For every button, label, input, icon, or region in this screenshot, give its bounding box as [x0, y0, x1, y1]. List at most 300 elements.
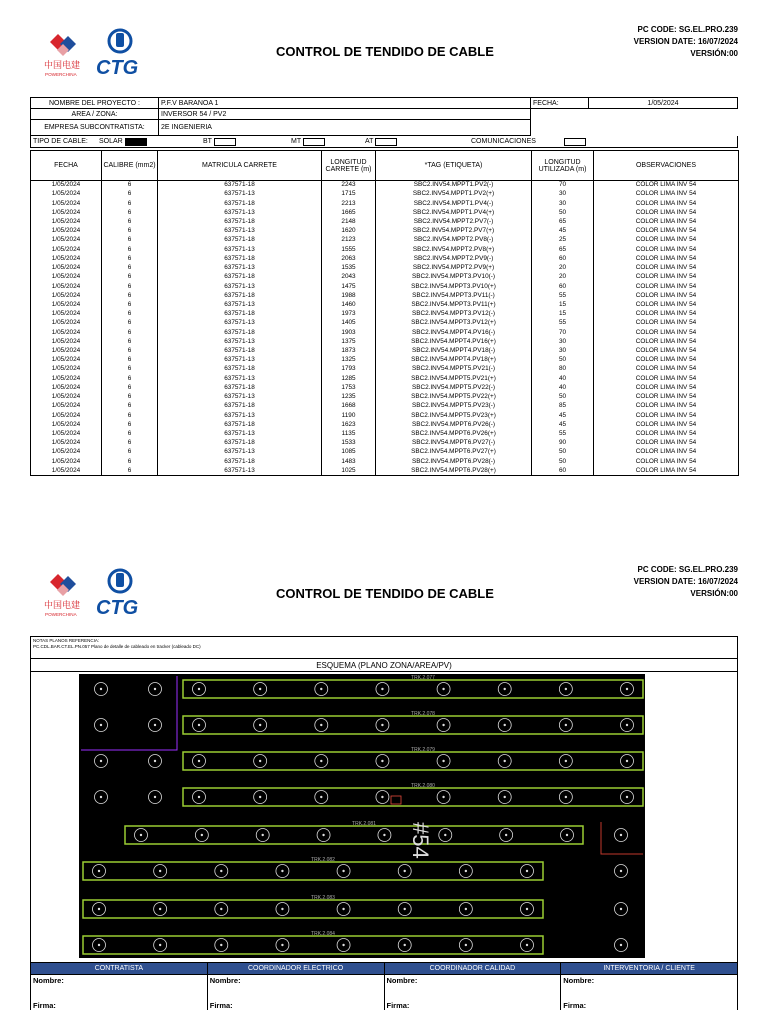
table-cell: 60	[532, 254, 594, 263]
table-cell: 6	[102, 466, 158, 475]
table-body	[31, 181, 739, 476]
table-header-row	[31, 151, 739, 181]
table-cell: 1555	[322, 245, 376, 254]
table-cell: 1/05/2024	[31, 429, 102, 438]
version: VERSIÓN:00	[690, 49, 738, 58]
table-cell: COLOR LIMA INV 54	[594, 411, 739, 420]
cable-type-row	[30, 136, 738, 148]
pile-dot-icon	[154, 688, 156, 690]
table-cell: 6	[102, 254, 158, 263]
table-cell: COLOR LIMA INV 54	[594, 245, 739, 254]
pile-dot-icon	[381, 760, 383, 762]
table-cell: 6	[102, 457, 158, 466]
pile-dot-icon	[154, 724, 156, 726]
table-cell: 1025	[322, 466, 376, 475]
pile-dot-icon	[504, 688, 506, 690]
powerchina-logo-icon	[44, 570, 90, 620]
table-cell: 637571-13	[158, 245, 322, 254]
name-field[interactable]: Nombre:	[31, 975, 208, 987]
pile-dot-icon	[198, 724, 200, 726]
table-cell: 6	[102, 337, 158, 346]
pc-code: PC CODE: SG.EL.PRO.239	[637, 25, 738, 34]
pile-dot-icon	[100, 688, 102, 690]
inverter-label: #54	[408, 822, 433, 859]
table-cell: 6	[102, 190, 158, 199]
pile-dot-icon	[381, 724, 383, 726]
pile-dot-icon	[281, 944, 283, 946]
table-cell: 6	[102, 346, 158, 355]
col-longitud: LONGITUD CARRETE (m)	[322, 151, 376, 181]
table-cell: SBC2.INV54.MPPT3.PV11(-)	[376, 291, 532, 300]
tracker-label: TRK.2.080	[411, 783, 435, 789]
table-cell: 1285	[322, 374, 376, 383]
table-cell: 6	[102, 227, 158, 236]
table-cell: 6	[102, 439, 158, 448]
table-row	[31, 282, 739, 291]
col-usada: LONGITUD UTILIZADA (m)	[532, 151, 594, 181]
table-cell: 6	[102, 282, 158, 291]
table-cell: SBC2.INV54.MPPT4.PV16(+)	[376, 337, 532, 346]
col-tag: *TAG (ETIQUETA)	[376, 151, 532, 181]
table-cell: 1620	[322, 227, 376, 236]
pile-dot-icon	[159, 944, 161, 946]
table-cell: 1375	[322, 337, 376, 346]
table-row	[31, 245, 739, 254]
table-cell: COLOR LIMA INV 54	[594, 273, 739, 282]
table-cell: 1405	[322, 319, 376, 328]
table-cell: 70	[532, 328, 594, 337]
pile-dot-icon	[526, 870, 528, 872]
table-cell: 2123	[322, 236, 376, 245]
table-cell: 1085	[322, 448, 376, 457]
table-cell: 637571-13	[158, 356, 322, 365]
table-cell: SBC2.INV54.MPPT6.PV26(-)	[376, 420, 532, 429]
pile-dot-icon	[100, 796, 102, 798]
table-cell: 1/05/2024	[31, 245, 102, 254]
table-cell: SBC2.INV54.MPPT1.PV4(+)	[376, 208, 532, 217]
table-cell: COLOR LIMA INV 54	[594, 346, 739, 355]
pile-dot-icon	[442, 760, 444, 762]
table-row	[31, 448, 739, 457]
table-cell: 50	[532, 457, 594, 466]
table-cell: 637571-18	[158, 181, 322, 190]
table-cell: 1/05/2024	[31, 448, 102, 457]
table-cell: 6	[102, 356, 158, 365]
table-cell: 637571-18	[158, 457, 322, 466]
table-cell: 1/05/2024	[31, 282, 102, 291]
tracker-label: TRK.2.081	[352, 821, 376, 827]
table-row	[31, 263, 739, 272]
logo-en-text: POWERCHINA	[45, 72, 77, 77]
table-cell: 1668	[322, 402, 376, 411]
pile-dot-icon	[320, 688, 322, 690]
tracker-label: TRK.2.077	[411, 675, 435, 681]
table-cell: SBC2.INV54.MPPT5.PV22(-)	[376, 383, 532, 392]
table-cell: SBC2.INV54.MPPT6.PV28(-)	[376, 457, 532, 466]
pile-dot-icon	[342, 908, 344, 910]
table-cell: 637571-18	[158, 199, 322, 208]
table-cell: COLOR LIMA INV 54	[594, 328, 739, 337]
table-cell: SBC2.INV54.MPPT5.PV21(-)	[376, 365, 532, 374]
document-codes-2	[634, 564, 738, 600]
table-cell: 1/05/2024	[31, 439, 102, 448]
sign-header-cliente: INTERVENTORIA / CLIENTE	[561, 963, 738, 975]
table-cell: 1235	[322, 393, 376, 402]
table-cell: 6	[102, 374, 158, 383]
table-row	[31, 236, 739, 245]
table-cell: 1/05/2024	[31, 393, 102, 402]
sign-field[interactable]: Firma:	[561, 987, 738, 1010]
table-cell: SBC2.INV54.MPPT1.PV2(-)	[376, 181, 532, 190]
svg-text:CTG: CTG	[96, 597, 139, 618]
name-field[interactable]: Nombre:	[207, 975, 384, 987]
tracker-label: TRK.2.084	[311, 931, 335, 937]
table-cell: COLOR LIMA INV 54	[594, 181, 739, 190]
pile-dot-icon	[259, 796, 261, 798]
table-cell: 637571-13	[158, 263, 322, 272]
table-cell: 637571-18	[158, 365, 322, 374]
table-row	[31, 300, 739, 309]
table-row	[31, 199, 739, 208]
date-label: FECHA:	[531, 98, 589, 109]
pile-dot-icon	[442, 796, 444, 798]
table-cell: 6	[102, 365, 158, 374]
checkbox-checked-icon	[125, 138, 147, 146]
table-cell: 1/05/2024	[31, 328, 102, 337]
table-cell: 637571-18	[158, 291, 322, 300]
table-cell: SBC2.INV54.MPPT3.PV10(+)	[376, 282, 532, 291]
pile-dot-icon	[320, 724, 322, 726]
pile-dot-icon	[154, 760, 156, 762]
table-cell: SBC2.INV54.MPPT2.PV7(-)	[376, 217, 532, 226]
cable-type-bt: BT	[183, 138, 253, 146]
cable-type-at: AT	[337, 138, 421, 146]
page-title: CONTROL DE TENDIDO DE CABLE	[276, 44, 494, 59]
table-cell: COLOR LIMA INV 54	[594, 393, 739, 402]
tracker-label: TRK.2.083	[311, 895, 335, 901]
table-cell: 40	[532, 383, 594, 392]
table-cell: SBC2.INV54.MPPT3.PV10(-)	[376, 273, 532, 282]
table-cell: 40	[532, 374, 594, 383]
table-cell: 637571-18	[158, 346, 322, 355]
table-cell: 30	[532, 337, 594, 346]
table-cell: 637571-18	[158, 254, 322, 263]
pile-dot-icon	[465, 870, 467, 872]
table-cell: 6	[102, 245, 158, 254]
table-cell: 1475	[322, 282, 376, 291]
pile-dot-icon	[504, 796, 506, 798]
table-cell: COLOR LIMA INV 54	[594, 310, 739, 319]
table-cell: 2243	[322, 181, 376, 190]
table-row	[31, 310, 739, 319]
table-cell: 637571-13	[158, 337, 322, 346]
pile-dot-icon	[404, 908, 406, 910]
table-row	[31, 356, 739, 365]
table-row	[31, 181, 739, 190]
table-row	[31, 383, 739, 392]
table-row	[31, 273, 739, 282]
table-cell: 637571-18	[158, 310, 322, 319]
sign-header-electrico: COORDINADOR ELECTRICO	[207, 963, 384, 975]
table-cell: 55	[532, 291, 594, 300]
pile-dot-icon	[465, 944, 467, 946]
col-obs: OBSERVACIONES	[594, 151, 739, 181]
table-cell: 1/05/2024	[31, 227, 102, 236]
table-cell: 6	[102, 199, 158, 208]
pile-dot-icon	[504, 724, 506, 726]
checkbox-icon	[564, 138, 586, 146]
table-cell: 1190	[322, 411, 376, 420]
version-date: VERSION DATE: 16/07/2024	[633, 37, 738, 46]
table-cell: 60	[532, 282, 594, 291]
table-cell: 637571-13	[158, 227, 322, 236]
project-info-table	[30, 97, 738, 136]
table-cell: 637571-13	[158, 411, 322, 420]
table-cell: 1623	[322, 420, 376, 429]
version-date: VERSION DATE: 16/07/2024	[633, 577, 738, 586]
pile-dot-icon	[565, 760, 567, 762]
pile-dot-icon	[198, 688, 200, 690]
pile-dot-icon	[342, 870, 344, 872]
table-cell: 55	[532, 429, 594, 438]
pile-dot-icon	[259, 760, 261, 762]
table-cell: 50	[532, 356, 594, 365]
table-cell: 6	[102, 328, 158, 337]
table-cell: 30	[532, 346, 594, 355]
pile-dot-icon	[566, 834, 568, 836]
table-cell: 1/05/2024	[31, 181, 102, 190]
pile-dot-icon	[444, 834, 446, 836]
table-cell: 6	[102, 273, 158, 282]
powerchina-logo-icon	[44, 30, 90, 80]
pile-dot-icon	[320, 760, 322, 762]
table-cell: 15	[532, 300, 594, 309]
table-cell: 1/05/2024	[31, 374, 102, 383]
table-cell: 6	[102, 420, 158, 429]
table-row	[31, 393, 739, 402]
pile-dot-icon	[259, 724, 261, 726]
table-cell: COLOR LIMA INV 54	[594, 282, 739, 291]
table-row	[31, 374, 739, 383]
pile-dot-icon	[442, 724, 444, 726]
table-cell: 6	[102, 263, 158, 272]
table-cell: SBC2.INV54.MPPT5.PV23(-)	[376, 402, 532, 411]
table-cell: COLOR LIMA INV 54	[594, 365, 739, 374]
table-cell: SBC2.INV54.MPPT5.PV22(+)	[376, 393, 532, 402]
area-value: INVERSOR 54 / PV2	[159, 109, 531, 120]
table-cell: SBC2.INV54.MPPT2.PV9(-)	[376, 254, 532, 263]
pile-dot-icon	[383, 834, 385, 836]
table-cell: 637571-13	[158, 448, 322, 457]
pile-dot-icon	[404, 944, 406, 946]
table-row	[31, 254, 739, 263]
table-cell: COLOR LIMA INV 54	[594, 300, 739, 309]
table-cell: 90	[532, 439, 594, 448]
table-cell: 6	[102, 429, 158, 438]
table-cell: 80	[532, 365, 594, 374]
pile-dot-icon	[201, 834, 203, 836]
table-cell: SBC2.INV54.MPPT6.PV27(-)	[376, 439, 532, 448]
table-cell: 1533	[322, 439, 376, 448]
col-fecha: FECHA	[31, 151, 102, 181]
table-cell: 65	[532, 217, 594, 226]
pc-code: PC CODE: SG.EL.PRO.239	[637, 565, 738, 574]
table-cell: 1/05/2024	[31, 263, 102, 272]
pile-dot-icon	[322, 834, 324, 836]
table-cell: 1/05/2024	[31, 310, 102, 319]
table-cell: 1/05/2024	[31, 457, 102, 466]
notes-title: NOTAS PLANOS REFERENCIA:	[33, 638, 100, 643]
cable-type-label: TIPO DE CABLE:	[33, 138, 88, 145]
table-cell: 1325	[322, 356, 376, 365]
table-cell: SBC2.INV54.MPPT2.PV8(-)	[376, 236, 532, 245]
table-cell: 637571-13	[158, 319, 322, 328]
table-cell: 50	[532, 208, 594, 217]
pile-dot-icon	[626, 796, 628, 798]
table-cell: 6	[102, 217, 158, 226]
checkbox-icon	[214, 138, 236, 146]
table-cell: 637571-18	[158, 236, 322, 245]
table-cell: 1/05/2024	[31, 273, 102, 282]
table-cell: COLOR LIMA INV 54	[594, 337, 739, 346]
table-cell: 1/05/2024	[31, 402, 102, 411]
pile-dot-icon	[620, 944, 622, 946]
table-cell: COLOR LIMA INV 54	[594, 190, 739, 199]
pile-dot-icon	[100, 760, 102, 762]
date-value: 1/05/2024	[589, 98, 738, 109]
tracker-label: TRK.2.082	[311, 857, 335, 863]
table-cell: 1793	[322, 365, 376, 374]
table-cell: 15	[532, 310, 594, 319]
table-cell: 55	[532, 319, 594, 328]
pile-dot-icon	[281, 908, 283, 910]
sign-field[interactable]: Firma:	[31, 987, 208, 1010]
table-cell: 1/05/2024	[31, 365, 102, 374]
pile-dot-icon	[100, 724, 102, 726]
table-cell: 637571-18	[158, 383, 322, 392]
table-cell: 6	[102, 291, 158, 300]
svg-text:POWERCHINA: POWERCHINA	[45, 612, 77, 617]
pile-dot-icon	[442, 688, 444, 690]
pile-dot-icon	[198, 760, 200, 762]
table-cell: COLOR LIMA INV 54	[594, 254, 739, 263]
project-label: NOMBRE DEL PROYECTO :	[31, 98, 159, 109]
table-cell: 2043	[322, 273, 376, 282]
table-cell: 637571-13	[158, 190, 322, 199]
pile-dot-icon	[342, 944, 344, 946]
table-cell: 45	[532, 227, 594, 236]
table-cell: SBC2.INV54.MPPT5.PV21(+)	[376, 374, 532, 383]
table-cell: COLOR LIMA INV 54	[594, 199, 739, 208]
table-cell: 637571-13	[158, 429, 322, 438]
table-cell: 1/05/2024	[31, 466, 102, 475]
table-cell: COLOR LIMA INV 54	[594, 466, 739, 475]
table-cell: 637571-18	[158, 439, 322, 448]
table-cell: 1483	[322, 457, 376, 466]
sign-field[interactable]: Firma:	[384, 987, 561, 1010]
pile-dot-icon	[565, 688, 567, 690]
ctg-logo-icon	[94, 568, 142, 618]
table-cell: 1/05/2024	[31, 411, 102, 420]
pile-dot-icon	[565, 724, 567, 726]
pile-dot-icon	[259, 688, 261, 690]
table-cell: SBC2.INV54.MPPT4.PV18(+)	[376, 356, 532, 365]
table-cell: 637571-18	[158, 420, 322, 429]
table-cell: 1973	[322, 310, 376, 319]
table-cell: SBC2.INV54.MPPT6.PV27(+)	[376, 448, 532, 457]
table-cell: COLOR LIMA INV 54	[594, 227, 739, 236]
cable-type-com: COMUNICACIONES	[421, 138, 586, 146]
pile-dot-icon	[220, 944, 222, 946]
pile-dot-icon	[220, 908, 222, 910]
pile-dot-icon	[140, 834, 142, 836]
table-cell: 20	[532, 263, 594, 272]
pile-dot-icon	[281, 870, 283, 872]
table-cell: 25	[532, 236, 594, 245]
table-cell: SBC2.INV54.MPPT6.PV28(+)	[376, 466, 532, 475]
sheet-header-1	[0, 24, 768, 84]
table-row	[31, 402, 739, 411]
table-cell: 85	[532, 402, 594, 411]
table-cell: 2063	[322, 254, 376, 263]
table-cell: 30	[532, 190, 594, 199]
notes-reference: PC.CDL.BAR.CT.EL.PN.057 Plano de detalle de cableado en tracker (cableado DC)	[33, 644, 201, 649]
table-cell: COLOR LIMA INV 54	[594, 429, 739, 438]
sign-header-contratista: CONTRATISTA	[31, 963, 208, 975]
table-row	[31, 420, 739, 429]
pile-dot-icon	[626, 724, 628, 726]
version: VERSIÓN:00	[690, 589, 738, 598]
table-cell: SBC2.INV54.MPPT3.PV12(+)	[376, 319, 532, 328]
table-cell: 50	[532, 448, 594, 457]
table-cell: COLOR LIMA INV 54	[594, 457, 739, 466]
table-row	[31, 365, 739, 374]
table-cell: 70	[532, 181, 594, 190]
table-cell: 1135	[322, 429, 376, 438]
table-cell: 1715	[322, 190, 376, 199]
table-cell: 1873	[322, 346, 376, 355]
svg-text:中国电建: 中国电建	[44, 601, 81, 611]
table-cell: SBC2.INV54.MPPT2.PV9(+)	[376, 263, 532, 272]
table-cell: 30	[532, 199, 594, 208]
table-cell: 6	[102, 393, 158, 402]
name-field[interactable]: Nombre:	[384, 975, 561, 987]
table-cell: 1/05/2024	[31, 337, 102, 346]
sign-field[interactable]: Firma:	[207, 987, 384, 1010]
table-row	[31, 319, 739, 328]
table-row	[31, 346, 739, 355]
pile-dot-icon	[404, 870, 406, 872]
table-cell: 20	[532, 273, 594, 282]
table-cell: 1535	[322, 263, 376, 272]
table-row	[31, 439, 739, 448]
table-cell: 2148	[322, 217, 376, 226]
table-cell: 6	[102, 383, 158, 392]
pile-dot-icon	[159, 908, 161, 910]
pile-dot-icon	[98, 870, 100, 872]
table-cell: 60	[532, 466, 594, 475]
reference-notes	[30, 636, 738, 658]
table-cell: 637571-13	[158, 282, 322, 291]
table-cell: 637571-13	[158, 374, 322, 383]
pile-dot-icon	[504, 760, 506, 762]
table-row	[31, 466, 739, 475]
name-field[interactable]: Nombre:	[561, 975, 738, 987]
project-value: P.F.V BARANOA 1	[159, 98, 531, 109]
pile-dot-icon	[98, 908, 100, 910]
table-cell: 45	[532, 411, 594, 420]
table-cell: 1/05/2024	[31, 420, 102, 429]
